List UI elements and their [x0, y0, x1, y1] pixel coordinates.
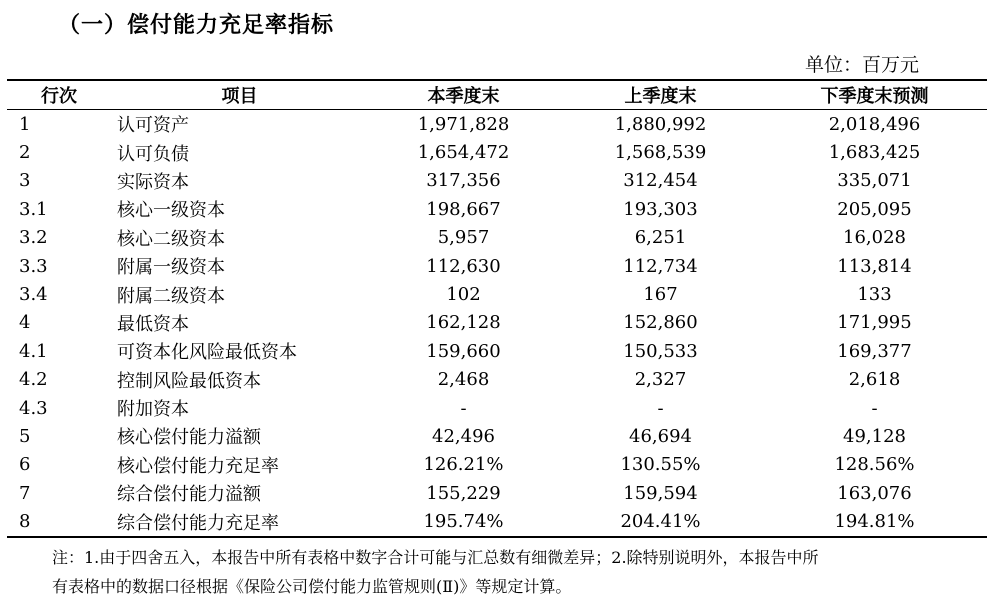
item-name-cell: 控制风险最低资本	[117, 370, 261, 392]
item-name-cell: 认可资产	[117, 115, 189, 137]
current-quarter-value: 126.21%	[423, 454, 504, 476]
table-row	[7, 337, 987, 365]
next-quarter-forecast-value: 2,618	[848, 369, 901, 391]
header-current-quarter: 本季度末	[427, 86, 500, 107]
next-quarter-forecast-value: 1,683,425	[828, 142, 921, 164]
row-number-cell: 3.3	[19, 255, 48, 277]
next-quarter-forecast-value: 335,071	[837, 170, 912, 192]
next-quarter-forecast-value: 16,028	[843, 227, 906, 249]
previous-quarter-value: 159,594	[623, 482, 698, 504]
table-row	[7, 422, 987, 450]
table-row	[7, 224, 987, 252]
current-quarter-value: -	[460, 397, 467, 419]
table-row	[7, 479, 987, 507]
row-number-cell: 4.3	[19, 397, 48, 419]
footnote-line-1: 注：1.由于四舍五入，本报告中所有表格中数字合计可能与汇总数有细微差异；2.除特别说明外，本报告中所	[52, 548, 819, 567]
current-quarter-value: 1,971,828	[417, 113, 510, 135]
item-name-cell: 附属二级资本	[117, 285, 225, 307]
current-quarter-value: 198,667	[426, 198, 501, 220]
table-header-row	[7, 81, 987, 109]
current-quarter-value: 5,957	[437, 227, 490, 249]
footnote-line-2: 有表格中的数据口径根据《保险公司偿付能力监管规则(Ⅱ)》等规定计算。	[52, 577, 572, 596]
current-quarter-value: 42,496	[432, 425, 495, 447]
next-quarter-forecast-value: 169,377	[837, 340, 912, 362]
previous-quarter-value: 112,734	[623, 255, 698, 277]
current-quarter-value: 2,468	[437, 369, 490, 391]
item-name-cell: 核心偿付能力溢额	[117, 427, 261, 449]
table-row	[7, 309, 987, 337]
row-number-cell: 6	[19, 454, 31, 476]
item-name-cell: 核心二级资本	[117, 228, 225, 250]
row-number-cell: 5	[19, 425, 31, 447]
previous-quarter-value: 152,860	[623, 312, 698, 334]
row-number-cell: 3	[19, 170, 31, 192]
next-quarter-forecast-value: 163,076	[837, 482, 912, 504]
current-quarter-value: 102	[446, 284, 481, 306]
table-bottom-rule	[7, 536, 987, 538]
header-previous-quarter: 上季度末	[624, 86, 697, 107]
row-number-cell: 3.2	[19, 227, 48, 249]
item-name-cell: 可资本化风险最低资本	[117, 342, 297, 364]
next-quarter-forecast-value: 194.81%	[834, 511, 915, 533]
table-row	[7, 451, 987, 479]
item-name-cell: 综合偿付能力充足率	[117, 512, 279, 534]
next-quarter-forecast-value: 171,995	[837, 312, 912, 334]
table-row	[7, 507, 987, 535]
header-row-number: 行次	[41, 86, 77, 107]
current-quarter-value: 159,660	[426, 340, 501, 362]
previous-quarter-value: -	[657, 397, 664, 419]
next-quarter-forecast-value: 205,095	[837, 198, 912, 220]
previous-quarter-value: 1,568,539	[614, 142, 707, 164]
row-number-cell: 4.2	[19, 369, 48, 391]
previous-quarter-value: 193,303	[623, 198, 698, 220]
table-row	[7, 138, 987, 166]
table-row	[7, 394, 987, 422]
row-number-cell: 8	[19, 511, 31, 533]
row-number-cell: 4	[19, 312, 31, 334]
previous-quarter-value: 46,694	[629, 425, 692, 447]
next-quarter-forecast-value: 113,814	[837, 255, 912, 277]
previous-quarter-value: 167	[643, 284, 678, 306]
previous-quarter-value: 204.41%	[620, 511, 701, 533]
current-quarter-value: 195.74%	[423, 511, 504, 533]
table-row	[7, 109, 987, 138]
table-body	[7, 109, 987, 536]
row-number-cell: 2	[19, 142, 31, 164]
previous-quarter-value: 6,251	[634, 227, 687, 249]
previous-quarter-value: 2,327	[634, 369, 687, 391]
solvency-indicator-table	[7, 81, 987, 536]
previous-quarter-value: 312,454	[623, 170, 698, 192]
next-quarter-forecast-value: 128.56%	[834, 454, 915, 476]
table-row	[7, 252, 987, 280]
current-quarter-value: 317,356	[426, 170, 501, 192]
next-quarter-forecast-value: 133	[857, 284, 892, 306]
previous-quarter-value: 1,880,992	[614, 113, 707, 135]
table-row	[7, 167, 987, 195]
header-item: 项目	[221, 86, 258, 107]
table-row	[7, 195, 987, 223]
item-name-cell: 核心偿付能力充足率	[117, 455, 279, 477]
current-quarter-value: 162,128	[426, 312, 501, 334]
item-name-cell: 综合偿付能力溢额	[117, 484, 261, 506]
item-name-cell: 最低资本	[117, 313, 189, 335]
table-row	[7, 280, 987, 308]
header-next-quarter-forecast: 下季度末预测	[820, 86, 929, 107]
section-title: （一）偿付能力充足率指标	[58, 13, 335, 38]
current-quarter-value: 1,654,472	[417, 142, 510, 164]
previous-quarter-value: 130.55%	[620, 454, 701, 476]
next-quarter-forecast-value: 2,018,496	[828, 113, 921, 135]
item-name-cell: 核心一级资本	[117, 200, 225, 222]
next-quarter-forecast-value: -	[871, 397, 878, 419]
item-name-cell: 实际资本	[117, 171, 189, 193]
current-quarter-value: 155,229	[426, 482, 501, 504]
item-name-cell: 附属一级资本	[117, 257, 225, 279]
current-quarter-value: 112,630	[426, 255, 501, 277]
next-quarter-forecast-value: 49,128	[843, 425, 906, 447]
row-number-cell: 4.1	[19, 340, 48, 362]
previous-quarter-value: 150,533	[623, 340, 698, 362]
row-number-cell: 3.4	[19, 284, 48, 306]
row-number-cell: 3.1	[19, 198, 48, 220]
unit-label: 单位：百万元	[804, 54, 919, 76]
item-name-cell: 认可负债	[117, 143, 189, 165]
row-number-cell: 1	[19, 113, 31, 135]
item-name-cell: 附加资本	[117, 399, 189, 421]
table-row	[7, 366, 987, 394]
row-number-cell: 7	[19, 482, 31, 504]
